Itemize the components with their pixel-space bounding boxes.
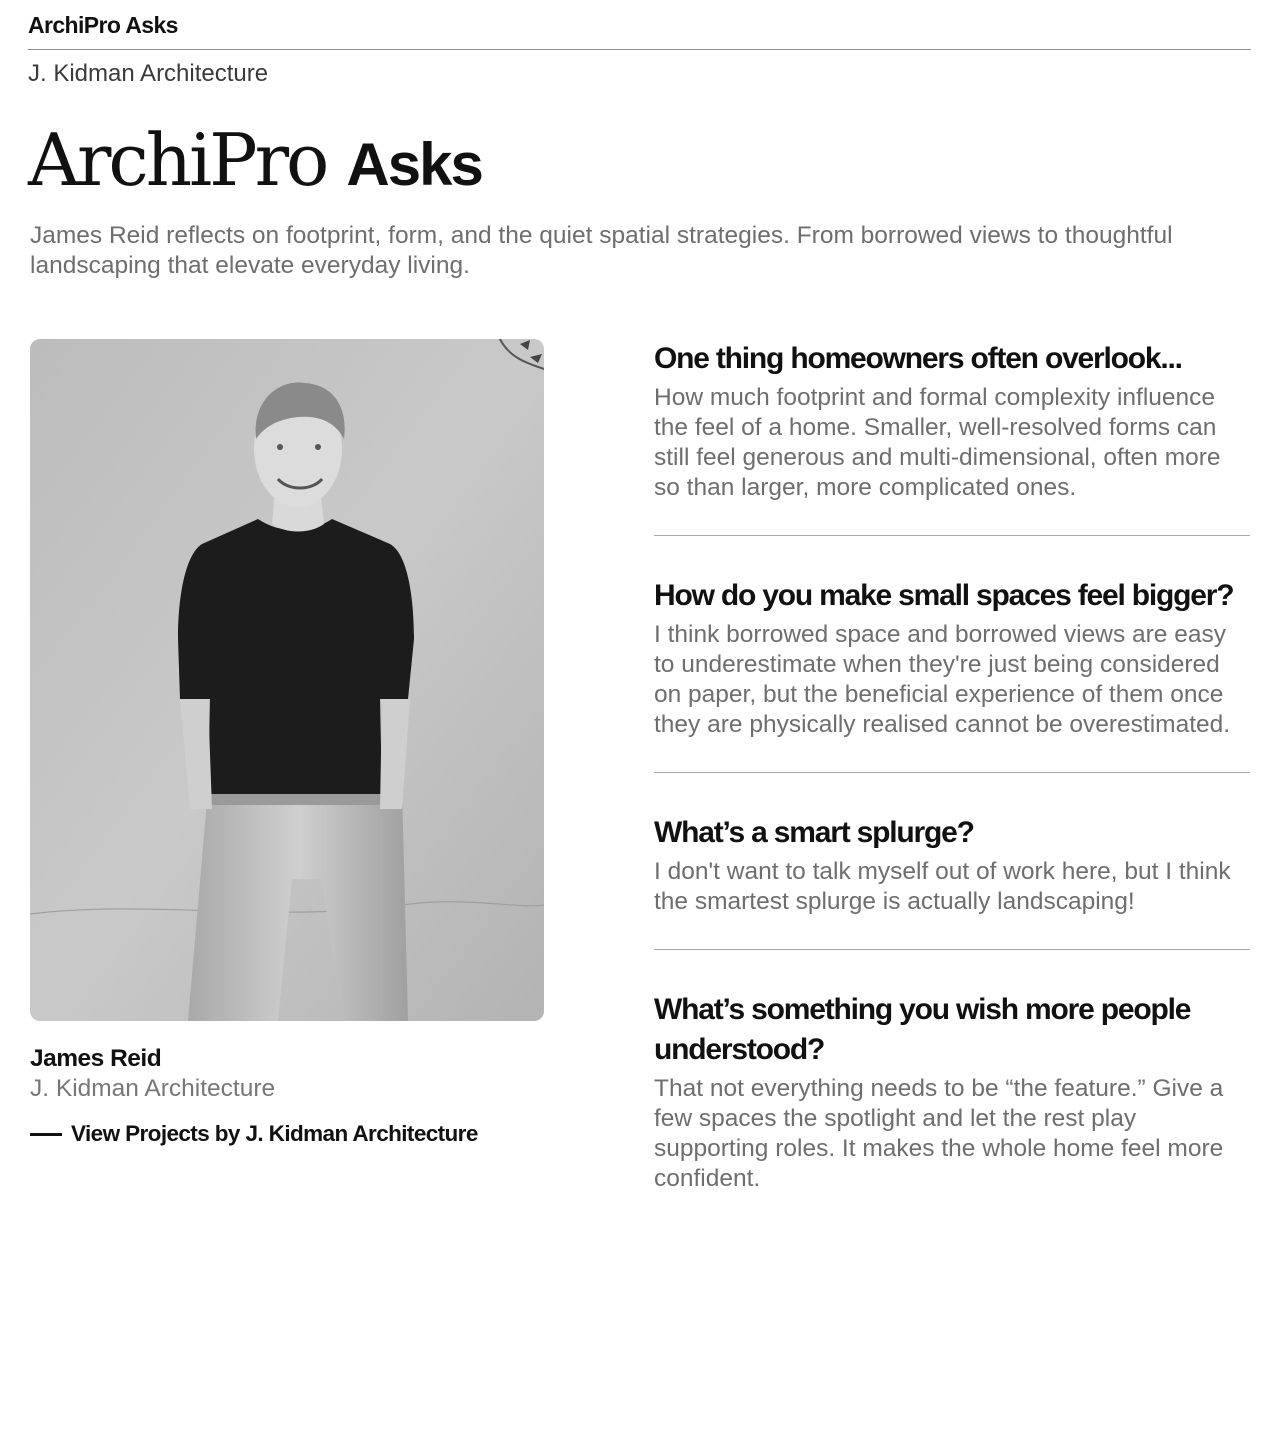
portrait-photo: [30, 339, 544, 1021]
person-name: James Reid: [30, 1045, 162, 1072]
qa-answer: That not everything needs to be “the feature.” Give a few spaces the spotlight and let the rest play supporting roles. It makes the whole home feel more confident.: [654, 1075, 1224, 1192]
top-bar: [28, 10, 1251, 50]
qa-item: [654, 576, 1250, 773]
page-title-serif: ArchiPro: [28, 118, 327, 202]
view-projects-link[interactable]: [30, 1118, 478, 1150]
qa-question: One thing homeowners often overlook...: [654, 342, 1182, 375]
portrait-illustration: [30, 339, 544, 1021]
top-bar-title[interactable]: ArchiPro Asks: [28, 12, 178, 38]
qa-question: What’s something you wish more people understood?: [654, 993, 1191, 1066]
view-projects-label: View Projects by J. Kidman Architecture: [71, 1121, 478, 1146]
qa-question: What’s a smart splurge?: [654, 816, 974, 849]
breadcrumb[interactable]: J. Kidman Architecture: [28, 60, 269, 87]
qa-question: How do you make small spaces feel bigger?: [654, 579, 1234, 612]
qa-item: [654, 339, 1250, 536]
qa-item: [654, 990, 1250, 1226]
person-firm: J. Kidman Architecture: [30, 1075, 276, 1102]
qa-answer: I don't want to talk myself out of work here, but I think the smartest splurge is actually landscaping!: [654, 858, 1231, 915]
qa-answer: I think borrowed space and borrowed views are easy to underestimate when they're just being considered on paper, but the beneficial experience of them once they are physically realised cannot be overestimated.: [654, 621, 1231, 738]
page-title-sans: Asks: [346, 131, 482, 198]
qa-item: [654, 813, 1250, 950]
intro-text: James Reid reflects on footprint, form, and the quiet spatial strategies. From borrowed views to thoughtful landscaping that elevate everyday living.: [30, 222, 1173, 279]
dash-icon: [30, 1133, 62, 1136]
qa-answer: How much footprint and formal complexity influence the feel of a home. Smaller, well-resolved forms can still feel generous and multi-dimensional, often more so than larger, more complicated ones.: [654, 384, 1221, 501]
page-title: [28, 118, 482, 207]
qa-list: [654, 339, 1250, 1266]
